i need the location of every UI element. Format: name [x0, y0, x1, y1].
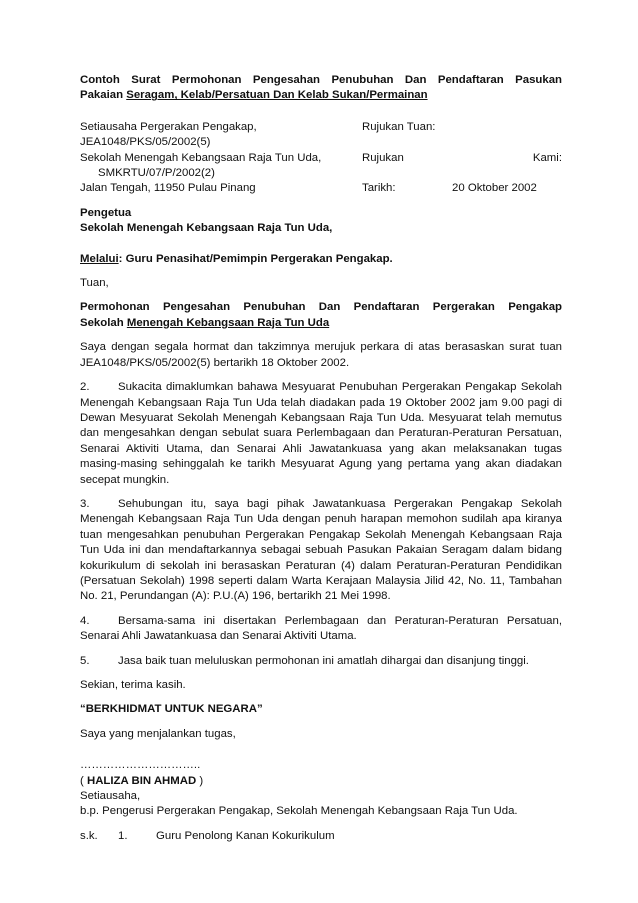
header-row-2: [80, 135, 562, 150]
recipient-title: Pengetua: [80, 206, 132, 219]
date-value: 20 Oktober 2002: [452, 182, 537, 195]
letter-page: [80, 73, 562, 844]
signatory-name: ( HALIZA BIN AHMAD ): [80, 774, 204, 787]
header-row-4: [80, 166, 562, 181]
paragraph-2: 2. Sukacita dimaklumkan bahawa Mesyuarat Penubuhan Pergerakan Pengakap Sekolah Menengah Kebangsaan Raja Tun Uda telah diadakan pada 19 Oktober 2002 jam 9.00 pagi di Dewan Mesyuarat Sekolah Menengah Kebangsaan Raja Tun Uda. Mesyuarat telah memutus dan mengesahkan dengan sebulat suara Perlembagaan dan Peraturan-Peraturan Persatuan, Senarai Aktiviti Utama, dan Senarai Ahli Jawatankuasa yang akan melaksanakan tugas masing-masing sehinggalah ke tarikh Mesyuarat Agung yang pertama yang akan diadakan secepat mungkin.: [80, 381, 562, 486]
date-label: Tarikh:: [362, 182, 396, 195]
sender-line3: Jalan Tengah, 11950 Pulau Pinang: [80, 182, 256, 195]
paragraph-5: 5. Jasa baik tuan meluluskan permohonan ini amatlah dihargai dan disanjung tinggi.: [80, 654, 529, 667]
header-row-3: [80, 151, 562, 166]
subject-line1: Permohonan Pengesahan Penubuhan Dan Pendaftaran Pergerakan Pengakap: [80, 301, 562, 314]
rujukan-kami-label2: Kami:: [532, 151, 562, 164]
signature-dots: …………………………..: [80, 759, 201, 772]
rujukan-kami-value: SMKRTU/07/P/2002(2): [98, 167, 215, 180]
recipient-school: Sekolah Menengah Kebangsaan Raja Tun Uda,: [80, 222, 333, 235]
subject-line2: Sekolah Menengah Kebangsaan Raja Tun Uda: [80, 316, 330, 329]
signatory-position: Setiausaha,: [80, 790, 141, 803]
document-title-line1: Contoh Surat Permohonan Pengesahan Penubuhan Dan Pendaftaran Pasukan: [80, 74, 562, 86]
via-line: Melalui: Guru Penasihat/Pemimpin Pergerakan Pengakap.: [80, 252, 393, 265]
header-row-5: [80, 181, 562, 196]
paragraph-1: Saya dengan segala hormat dan takzimnya merujuk perkara di atas berasaskan surat tuan JEA1048/PKS/05/2002(5) bertarikh 18 Oktober 2002.: [80, 341, 562, 369]
salutation: Tuan,: [80, 277, 109, 290]
closing-duty: Saya yang menjalankan tugas,: [80, 727, 236, 740]
paragraph-3: 3. Sehubungan itu, saya bagi pihak Jawatankuasa Pergerakan Pengakap Sekolah Menengah Kebangsaan Raja Tun Uda dengan penuh harapan memohon sudilah apa kiranya tuan mengesahkan penubuhan Pergerakan Pengakap Sekolah Menengah Kebangsaan Raja Tun Uda ini dan mendaftarkannya sebagai sebuah Pasukan Pakaian Seragam dalam bidang kokurikulum di sekolah ini berasaskan Peraturan (4) dalam Peraturan-Peraturan Pendidikan (Persatuan Sekolah) 1998 seperti dalam Warta Kerajaan Malaysia Jilid 42, No. 11, Tambahan No. 21, Perundangan (A): P.U.(A) 196, bertarikh 21 Mei 1998.: [80, 497, 562, 603]
cc-line: s.k. 1. Guru Penolong Kanan Kokurikulum: [80, 829, 335, 842]
header-row-1: [80, 120, 562, 135]
rujukan-tuan-value: JEA1048/PKS/05/2002(5): [80, 136, 211, 149]
sender-line1: Setiausaha Pergerakan Pengakap,: [80, 120, 257, 133]
closing-thanks: Sekian, terima kasih.: [80, 679, 186, 691]
sender-line2: Sekolah Menengah Kebangsaan Raja Tun Uda,: [80, 151, 322, 164]
rujukan-tuan-label: Rujukan Tuan:: [362, 120, 436, 133]
closing-motto: “BERKHIDMAT UNTUK NEGARA”: [80, 703, 263, 716]
document-title-line2: Pakaian Seragam, Kelab/Persatuan Dan Kelab Sukan/Permainan: [80, 89, 428, 102]
signatory-bp: b.p. Pengerusi Pergerakan Pengakap, Sekolah Menengah Kebangsaan Raja Tun Uda.: [80, 805, 518, 818]
paragraph-4: 4. Bersama-sama ini disertakan Perlembagaan dan Peraturan-Peraturan Persatuan, Senarai Ahli Jawatankuasa dan Senarai Aktiviti Utama.: [80, 614, 562, 643]
rujukan-kami-label: Rujukan: [362, 151, 404, 164]
